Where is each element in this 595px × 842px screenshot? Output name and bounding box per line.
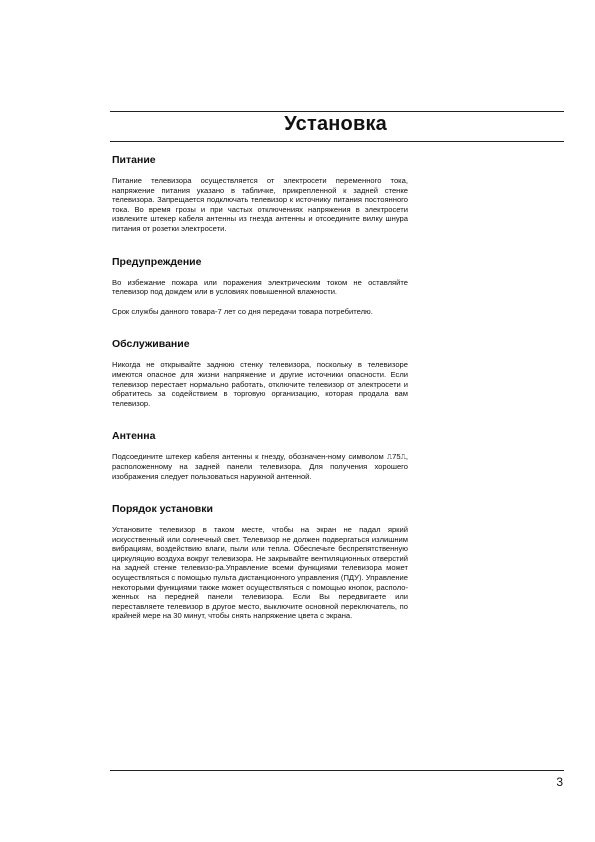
- section-paragraph: Никогда не открывайте заднюю стенку телевизора, поскольку в телевизоре имеются опасное для жизни напряжение и другие источники опасности. Если телевизор перестает нормально работать, отключите телевизор от электросети и обратитесь за содействием в торговую организацию, которая продала вам телевизор.: [112, 360, 408, 408]
- section-paragraph: Установите телевизор в таком месте, чтобы на экран не падал яркий искусственный или солнечный свет. Телевизор не должен подвергаться излишним вибрациям, воздействию влаги, пыли или тепла. Обеспечьте беспрепятственную циркуляцию воздуха вокруг телевизора. Не закрывайте вентиляционных отверстий на задней стенке телевизо-ра.Управление всеми функциями телевизора может осуществляться с помощью пульта дистанционного управления (ПДУ). Управление некоторыми функциями также может осуществляться с помощью кнопок, располо-женных на передней панели телевизора. Если Вы передвигаете или переставляете телевизор в другое место, выключите основной переключатель, по крайней мере на 30 минут, чтобы снять напряжение цвета с экрана.: [112, 525, 408, 621]
- section-paragraph: Питание телевизора осуществляется от электросети переменного тока, напряжение питания указано в табличке, прикрепленной к задней стенке телевизора. Запрещается подключать телевизор к источнику питания постоянного тока. Во время грозы и при частых отключениях напряжения в электросети извлеките штекер кабеля антенны из гнезда антенны и отсоедините вилку шнура питания от розетки электросети.: [112, 176, 408, 233]
- section-antenna: [112, 430, 408, 481]
- section-heading: Предупреждение: [112, 255, 202, 268]
- top-rule: [110, 111, 564, 112]
- section-paragraph: Во избежание пожара или поражения электрическим током не оставляйте телевизор под дождем или в условиях повышенной влажности.: [112, 277, 408, 297]
- document-body: [112, 154, 408, 621]
- section-warning: [112, 256, 408, 317]
- section-heading: Обслуживание: [112, 338, 190, 351]
- section-heading: Порядок установки: [112, 503, 213, 516]
- section-heading: Антенна: [112, 430, 156, 443]
- section-installation: [112, 503, 408, 621]
- page-title: Установка: [284, 113, 387, 135]
- section-heading: Питание: [112, 154, 156, 166]
- section-service: [112, 338, 408, 408]
- title-rule: [110, 141, 564, 142]
- section-paragraph: Подсоедините штекер кабеля антенны к гнезду, обозначен-ному символом ⎍75⎍, расположенному на задней панели телевизора. Для получения хорошего изображения следует пользоваться наружной антенной.: [112, 452, 408, 481]
- section-paragraph: Срок службы данного товара-7 лет со дня передачи товара потребителю.: [112, 306, 373, 316]
- section-power: [112, 154, 408, 234]
- page-number: 3: [556, 775, 563, 789]
- bottom-rule: [110, 770, 564, 771]
